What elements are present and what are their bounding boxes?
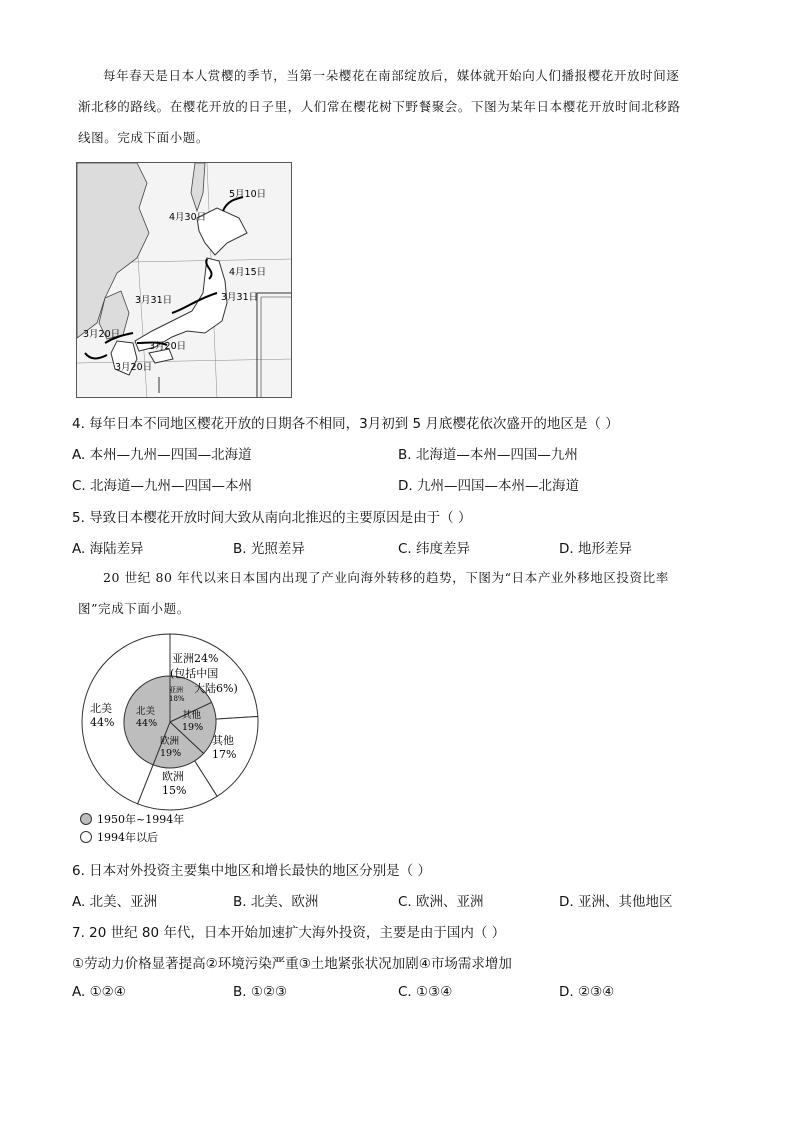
- q5-option-c[interactable]: C. 纬度差异: [398, 541, 471, 557]
- inner-label-asia: 亚洲: [169, 686, 183, 694]
- passage-1-line-1: 每年春天是日本人赏樱的季节，当第一朵樱花在南部绽放后，媒体就开始向人们播报樱花开放时间逐: [103, 68, 680, 83]
- q7-option-c[interactable]: C. ①③④: [398, 984, 453, 1000]
- inner-label-other-pct: 19%: [182, 722, 204, 733]
- q6-option-d[interactable]: D. 亚洲、其他地区: [559, 894, 673, 910]
- outer-label-asia-note1: (包括中国: [170, 667, 219, 680]
- map-label-may10: 5月10日: [229, 189, 267, 200]
- passage-1-line-3: 线图。完成下面小题。: [78, 130, 210, 145]
- q4-option-b[interactable]: B. 北海道—本州—四国—九州: [398, 447, 578, 463]
- inner-label-europe: 欧洲: [160, 736, 180, 747]
- passage-1-line-2: 渐北移的路线。在樱花开放的日子里，人们常在樱花树下野餐聚会。下图为某年日本樱花开放时间北移路: [78, 99, 681, 114]
- outer-label-europe-pct: 15%: [162, 784, 187, 797]
- map-label-mar31-east: 3月31日: [221, 292, 259, 303]
- outer-label-asia-note2: 大陆6%): [194, 682, 238, 695]
- legend-label-after-1994: 1994年以后: [97, 831, 158, 844]
- q5-option-a[interactable]: A. 海陆差异: [72, 541, 144, 557]
- map-label-apr15: 4月15日: [229, 267, 267, 278]
- map-graphic: [77, 163, 292, 398]
- legend-swatch-1950-1994: [81, 814, 92, 825]
- q6-option-b[interactable]: B. 北美、欧洲: [233, 894, 319, 910]
- passage-2-line-2: 图”完成下面小题。: [78, 601, 190, 616]
- inner-label-europe-pct: 19%: [160, 748, 182, 759]
- inner-label-other: 其他: [182, 710, 202, 721]
- map-label-mar31-west: 3月31日: [135, 295, 173, 306]
- q5-stem: 5. 导致日本樱花开放时间大致从南向北推迟的主要原因是由于（ ）: [72, 510, 472, 526]
- inner-label-northamerica: 北美: [136, 706, 156, 717]
- outer-label-europe: 欧洲: [162, 770, 184, 783]
- q6-option-c[interactable]: C. 欧洲、亚洲: [398, 894, 484, 910]
- investment-pie-chart: [70, 630, 270, 850]
- map-label-mar20-c: 3月20日: [115, 362, 153, 373]
- q7-option-b[interactable]: B. ①②③: [233, 984, 288, 1000]
- q4-option-c[interactable]: C. 北海道—九州—四国—本州: [72, 478, 253, 494]
- inner-label-asia-pct: 18%: [169, 695, 185, 703]
- map-label-apr30: 4月30日: [169, 212, 207, 223]
- q5-option-b[interactable]: B. 光照差异: [233, 541, 305, 557]
- q7-option-d[interactable]: D. ②③④: [559, 984, 615, 1000]
- q4-option-d[interactable]: D. 九州—四国—本州—北海道: [398, 478, 579, 494]
- inner-label-northamerica-pct: 44%: [136, 718, 158, 729]
- q6-option-a[interactable]: A. 北美、亚洲: [72, 894, 158, 910]
- q7-items: ①劳动力价格显著提高②环境污染严重③土地紧张状况加剧④市场需求增加: [72, 956, 512, 972]
- q4-option-a[interactable]: A. 本州—九州—四国—北海道: [72, 447, 252, 463]
- passage-2-line-1: 20 世纪 80 年代以来日本国内出现了产业向海外转移的趋势，下图为“日本产业外移地区投资比率: [103, 570, 669, 585]
- map-label-mar20-b: 3月20日: [149, 341, 187, 352]
- outer-label-northamerica-pct: 44%: [90, 716, 115, 729]
- outer-label-other: 其他: [212, 734, 234, 747]
- q5-option-d[interactable]: D. 地形差异: [559, 541, 632, 557]
- q6-stem: 6. 日本对外投资主要集中地区和增长最快的地区分别是（ ）: [72, 863, 431, 879]
- legend-label-1950-1994: 1950年~1994年: [97, 813, 185, 826]
- q7-stem: 7. 20 世纪 80 年代，日本开始加速扩大海外投资，主要是由于国内（ ）: [72, 925, 506, 941]
- outer-label-asia: 亚洲24%: [172, 652, 219, 665]
- outer-label-northamerica: 北美: [90, 702, 112, 715]
- sakura-bloom-map: [76, 162, 292, 398]
- q4-stem: 4. 每年日本不同地区樱花开放的日期各不相同，3月初到 5 月底樱花依次盛开的地区是（ ）: [72, 416, 619, 432]
- legend-swatch-after-1994: [81, 832, 92, 843]
- passage-2: [78, 562, 718, 624]
- map-label-mar20-a: 3月20日: [83, 329, 121, 340]
- q7-option-a[interactable]: A. ①②④: [72, 984, 126, 1000]
- passage-1: [78, 60, 718, 153]
- outer-label-other-pct: 17%: [212, 748, 237, 761]
